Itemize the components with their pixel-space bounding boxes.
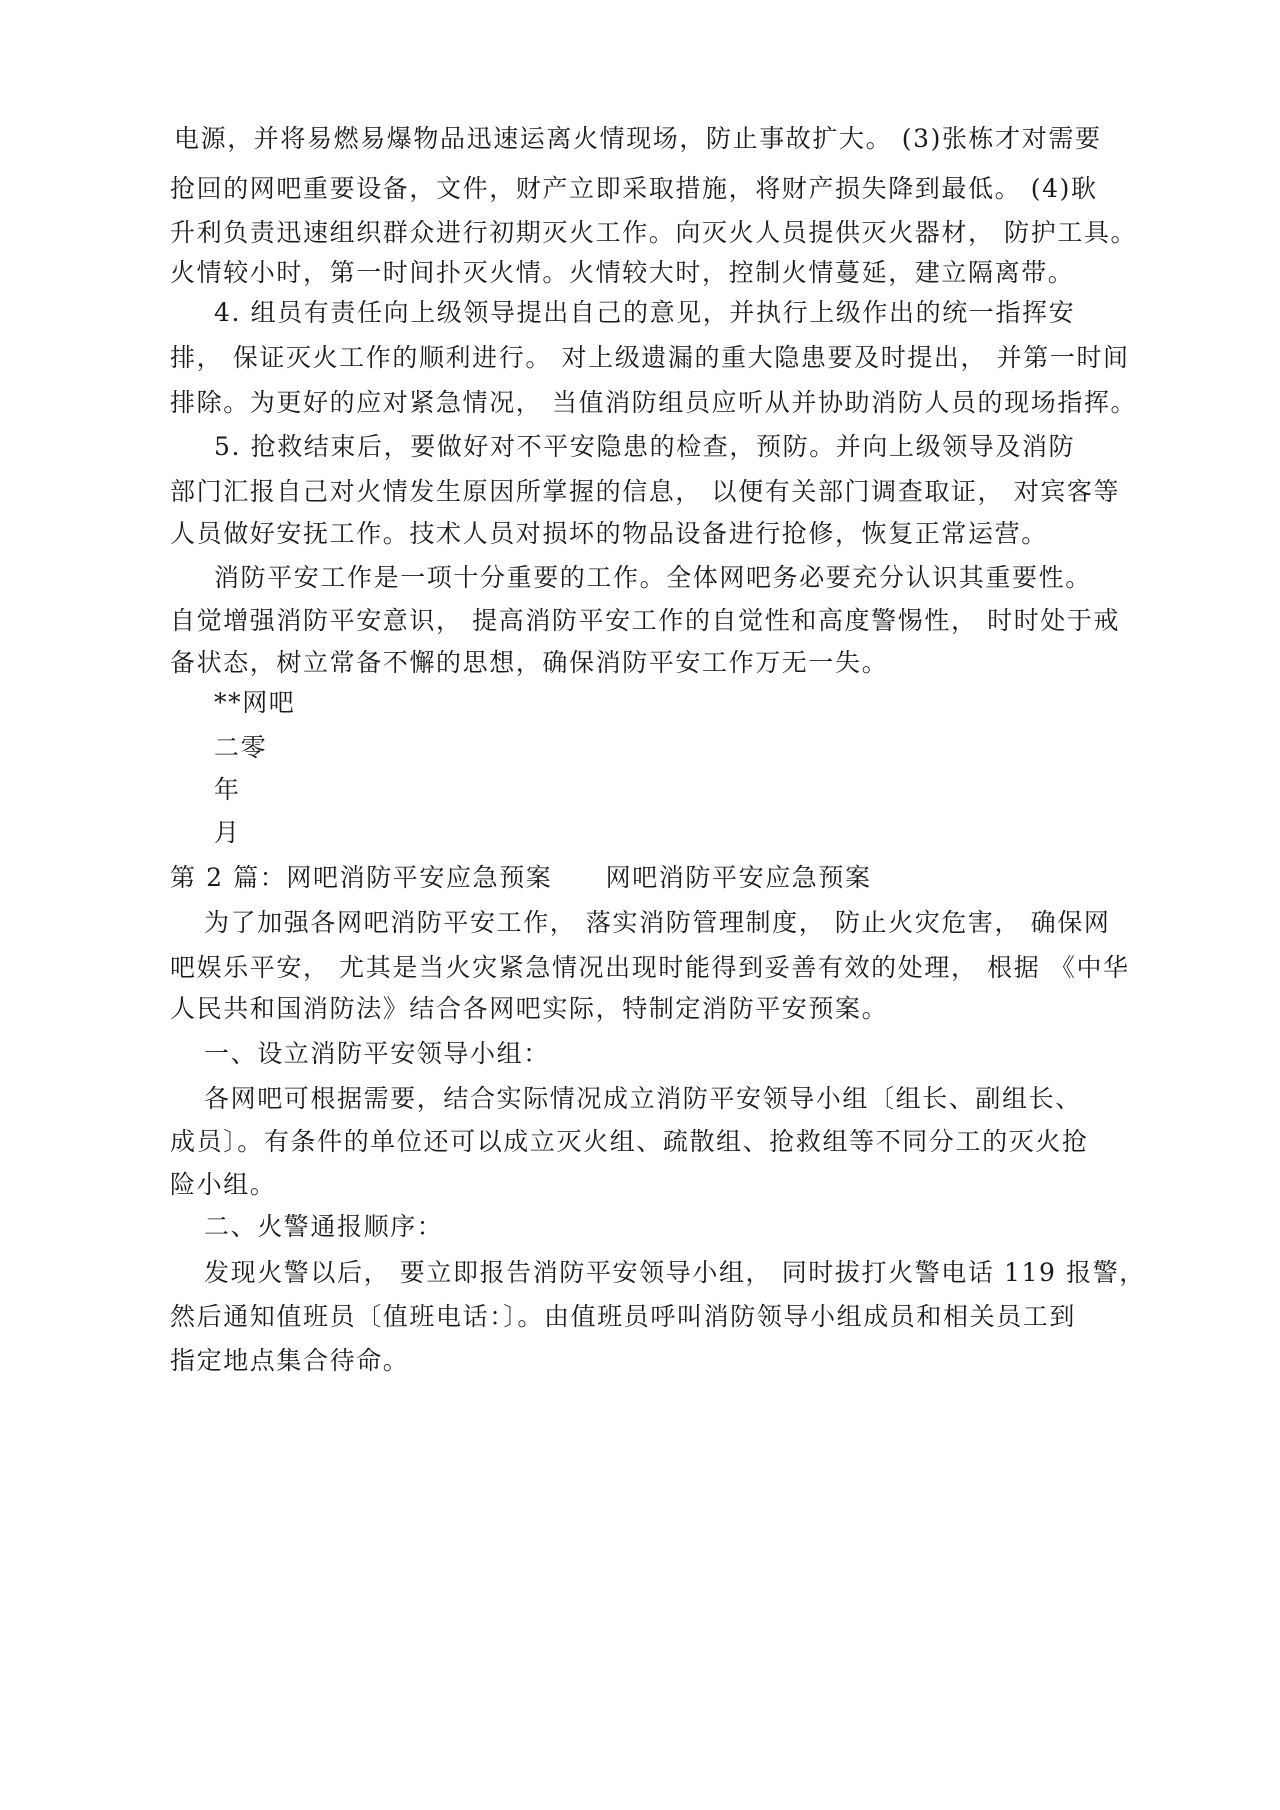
text-line: 自觉增强消防平安意识， 提高消防平安工作的自觉性和高度警惕性， 时时处于戒: [170, 606, 1121, 635]
text-line: 排， 保证灭火工作的顺利进行。 对上级遗漏的重大隐患要及时提出， 并第一时间: [170, 343, 1130, 372]
date-line: 年: [214, 775, 241, 804]
text-line: 各网吧可根据需要，结合实际情况成立消防平安领导小组〔组长、副组长、: [204, 1084, 1082, 1113]
text-line: 排除。为更好的应对紧急情况， 当值消防组员应听从并协助消防人员的现场指挥。: [170, 388, 1138, 417]
text-line: 人员做好安抚工作。技术人员对损坏的物品设备进行抢修，恢复正常运营。: [170, 519, 1048, 548]
text-line: 为了加强各网吧消防平安工作， 落实消防管理制度， 防止火灾危害， 确保网: [204, 908, 1111, 937]
text-line: 险小组。: [170, 1170, 277, 1199]
text-line: 升利负责迅速组织群众进行初期灭火工作。向灭火人员提供灭火器材， 防护工具。: [170, 218, 1138, 247]
text-line: 指定地点集合待命。: [170, 1346, 410, 1375]
subheading: 一、设立消防平安领导小组：: [204, 1039, 550, 1068]
text-line: 备状态，树立常备不懈的思想，确保消防平安工作万无一失。: [170, 648, 889, 677]
text-line: 电源，并将易燃易爆物品迅速运离火情现场，防止事故扩大。 (3)张栋才对需要: [174, 124, 1102, 153]
text-line: 消防平安工作是一项十分重要的工作。全体网吧务必要充分认识其重要性。: [214, 563, 1092, 592]
text-line: 部门汇报自己对火情发生原因所掌握的信息， 以便有关部门调查取证， 对宾客等: [170, 477, 1121, 506]
date-line: 月: [214, 818, 241, 847]
text-line: 发现火警以后， 要立即报告消防平安领导小组， 同时拔打火警电话 119 报警，: [204, 1258, 1146, 1287]
text-line: 5. 抢救结束后，要做好对不平安隐患的检查，预防。并向上级领导及消防: [214, 432, 1076, 461]
text-line: 抢回的网吧重要设备，文件，财产立即采取措施，将财产损失降到最低。 (4)耿: [170, 174, 1098, 203]
text-line: 然后通知值班员〔值班电话：〕。由值班员呼叫消防领导小组成员和相关员工到: [170, 1302, 1077, 1331]
date-line: 二零: [214, 733, 268, 762]
text-line: 人民共和国消防法》结合各网吧实际，特制定消防平安预案。: [170, 994, 889, 1023]
signature-name: **网吧: [214, 688, 296, 717]
text-line: 吧娱乐平安， 尤其是当火灾紧急情况出现时能得到妥善有效的处理， 根据 《中华: [170, 953, 1130, 982]
section-heading: 第 2 篇：网吧消防平安应急预案 网吧消防平安应急预案: [170, 863, 872, 892]
subheading: 二、火警通报顺序：: [204, 1212, 444, 1241]
text-line: 成员〕。有条件的单位还可以成立灭火组、疏散组、抢救组等不同分工的灭火抢: [170, 1127, 1089, 1156]
text-line: 4. 组员有责任向上级领导提出自己的意见，并执行上级作出的统一指挥安: [214, 298, 1076, 327]
text-line: 火情较小时，第一时间扑灭火情。火情较大时，控制火情蔓延，建立隔离带。: [170, 258, 1075, 287]
